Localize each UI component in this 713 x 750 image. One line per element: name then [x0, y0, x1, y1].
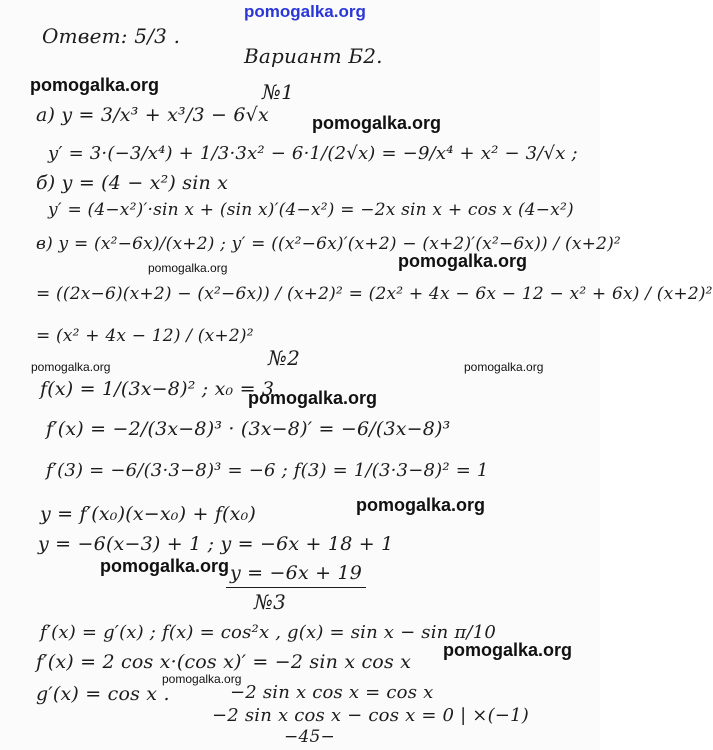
task2-values: f′(3) = −6/(3·3−8)³ = −6 ; f(3) = 1/(3·3−8)² = 1	[46, 460, 489, 481]
score-line: Ответ: 5/3 .	[42, 24, 181, 48]
task1-c-step: = ((2x−6)(x+2) − (x²−6x)) / (x+2)² = (2x² + 4x − 6x − 12 − x² + 6x) / (x+2)²	[36, 284, 713, 304]
task2-answer: y = −6x + 19	[230, 562, 363, 584]
task2-function: f(x) = 1/(3x−8)² ; x₀ = 3	[40, 378, 275, 400]
task1-a-derivative: y′ = 3·(−3/x⁴) + 1/3·3x² − 6·1/(2√x) = −9/x⁴ + x² − 3/√x ;	[48, 143, 578, 164]
task1-b-derivative: y′ = (4−x²)′·sin x + (sin x)′(4−x²) = −2x sin x + cos x (4−x²)	[48, 200, 574, 220]
task1-a-function: а) y = 3/x³ + x³/3 − 6√x	[36, 104, 269, 126]
watermark: pomogalka.org	[356, 495, 486, 515]
watermark-top[interactable]: pomogalka.org	[244, 2, 366, 21]
task1-b-function: б) y = (4 − x²) sin x	[36, 172, 229, 194]
task3-number: №3	[254, 590, 287, 614]
task1-number: №1	[262, 80, 295, 104]
watermark: pomogalka.org	[443, 640, 573, 660]
task2-substitution: y = −6(x−3) + 1 ; y = −6x + 18 + 1	[38, 533, 394, 555]
task3-equation: −2 sin x cos x = cos x	[230, 682, 434, 703]
watermark: pomogalka.org	[162, 672, 242, 686]
page-number: −45−	[284, 727, 335, 747]
task2-tangent-formula: y = f′(x₀)(x−x₀) + f(x₀)	[40, 503, 257, 525]
task1-c-result: = (x² + 4x − 12) / (x+2)²	[36, 326, 254, 346]
task3-condition: f′(x) = g′(x) ; f(x) = cos²x , g(x) = sin x − sin π/10	[40, 622, 496, 643]
watermark: pomogalka.org	[312, 113, 442, 133]
task1-c-function: в) y = (x²−6x)/(x+2) ; y′ = ((x²−6x)′(x+2) − (x+2)′(x²−6x)) / (x+2)²	[36, 234, 621, 254]
watermark: pomogalka.org	[148, 261, 228, 275]
watermark: pomogalka.org	[464, 360, 544, 374]
watermark: pomogalka.org	[248, 388, 378, 408]
variant-title: Вариант Б2.	[244, 44, 383, 68]
watermark: pomogalka.org	[30, 75, 160, 95]
watermark: pomogalka.org	[100, 556, 230, 576]
task2-derivative: f′(x) = −2/(3x−8)³ · (3x−8)′ = −6/(3x−8)³	[46, 418, 451, 440]
task2-number: №2	[268, 346, 301, 370]
watermark: pomogalka.org	[398, 251, 528, 271]
task3-equation-2: −2 sin x cos x − cos x = 0 | ×(−1)	[212, 705, 529, 726]
task3-g-derivative: g′(x) = cos x .	[36, 683, 170, 705]
task3-f-derivative: f′(x) = 2 cos x·(cos x)′ = −2 sin x cos x	[36, 651, 412, 673]
watermark: pomogalka.org	[31, 360, 111, 374]
answer-underline	[226, 587, 366, 588]
